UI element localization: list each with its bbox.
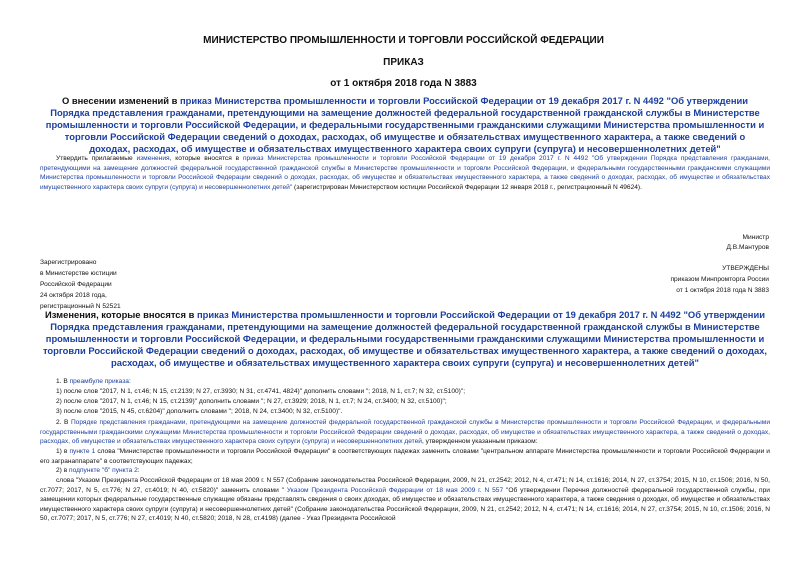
main-paragraph-text-a: Утвердить прилагаемые [56, 155, 137, 162]
approved-line: от 1 октября 2018 года N 3883 [676, 287, 769, 294]
registration-block [40, 257, 121, 312]
registration-line: 24 октября 2018 года, [40, 292, 107, 299]
registration-line: Зарегистрировано [40, 259, 97, 266]
item-text: : [128, 378, 131, 385]
item-1 [40, 377, 770, 387]
signer-name: Д.В.Мантуров [726, 244, 769, 251]
signature-block [726, 233, 769, 253]
order-title [44, 95, 766, 155]
main-paragraph-text-c: (зарегистрирован Министерством юстиции Российской Федерации 12 января 2018 г., регистрационный N 49624). [292, 183, 642, 191]
item-text: , утвержденном указанным приказом: [421, 438, 538, 446]
order-title-prefix: О внесении изменений в [61, 95, 180, 106]
main-paragraph-text-b: , которые вносятся в [169, 155, 243, 162]
changes-link[interactable]: изменения [136, 155, 170, 162]
item-text: 2. В [56, 419, 71, 426]
item-text: : [137, 467, 140, 474]
registration-line: Российской Федерации [40, 281, 112, 288]
order-4492-link[interactable]: приказ Министерства промышленности и торговли Российской Федерации от 19 декабря 2017 г. N 4492 "Об утверждении Порядка представления гражданами, претендующими на замещение должностей федеральной государственной гражданской службы в Министерстве промышленности и торговли Российской Федерации, и федеральными государственными гражданскими служащими Министерства промышленности и торговли Российской Федерации сведений о доходах, расходах, об имуществе и обязательствах имущественного характера, а также сведений о доходах, расходах, об имуществе и обязательствах имущественного характера своих супруги (супруга) и несовершеннолетних детей" [40, 155, 770, 191]
doc-date-number: от 1 октября 2018 года N 3883 [330, 78, 477, 89]
item-2-3 [40, 476, 770, 524]
item-text: 1. В [56, 378, 70, 385]
item-text: 1) в [56, 448, 70, 455]
approved-block [670, 263, 769, 296]
item-text: слова "Указом Президента Российской Федерации от 18 мая 2009 г. N 557 (Собрание законодательства Российской Федерации, 2009, N 21, ст.2542; 2012, N 4, ст.471; N 14, ст.1616; 2014, N 27, ст.3754; 2015, N 10, ст.1506; 2016, N 50, ст.7077; 2017, N 5, ст.776; N 27, ст.4019; N 40, ст.5820)" заменить словами " [40, 477, 770, 494]
procedure-link[interactable]: Порядке представления гражданами, претендующими на замещение должностей федеральной государственной гражданской службы в Министерстве промышленности и торговли Российской Федерации, и федеральными государственными гражданскими служащими Министерства промышленности и торговли Российской Федерации сведений о доходах, расходах, об имуществе и обязательствах имущественного характера, а также сведений о доходах, расходах, об имуществе и обязательствах имущественного характера своих супруги (супруга) и несовершеннолетних детей [40, 419, 770, 446]
item-text: слова "Министерстве промышленности и торговли Российской Федерации" в соответствующих падежах заменить словами "центральном аппарате Министерства промышленности и торговли Российской Федерации и его загранаппарате" в соответствующих падежах; [40, 448, 770, 465]
doc-type-heading: ПРИКАЗ [383, 57, 424, 68]
changes-title-prefix: Изменения, которые вносятся в [45, 309, 197, 320]
signer-position: Министр [742, 234, 769, 241]
point-1-link[interactable]: пункте 1 [69, 448, 96, 455]
subpoint-b-link[interactable]: подпункте "б" пункта 2 [69, 467, 138, 474]
item-1-3: 3) после слов "2015, N 45, ст.6204)" дополнить словами "; 2018, N 24, ст.3400; N 32, ст.5100)". [56, 408, 343, 415]
preamble-link[interactable]: преамбуле приказа [69, 378, 129, 385]
changes-title-link[interactable]: приказ Министерства промышленности и торговли Российской Федерации от 19 декабря 2017 г. N 4492 "Об утверждении Порядка представления гражданами, претендующими на замещение должностей федеральной государственной гражданской службы в Министерстве промышленности и торговли Российской Федерации, и федеральными государственными гражданскими служащими Министерства промышленности и торговли Российской Федерации сведений о доходах, расходах, об имуществе и обязательствах имущественного характера, а также сведений о доходах, расходах, об имуществе и обязательствах имущественного характера своих супруги (супруга) и несовершеннолетних детей" [42, 309, 768, 368]
order-title-link[interactable]: приказ Министерства промышленности и торговли Российской Федерации от 19 декабря 2017 г. N 4492 "Об утверждении Порядка представления гражданами, претендующими на замещение должностей федеральной государственной гражданской службы в Министерстве промышленности и торговли Российской Федерации, и федеральными государственными гражданскими служащими Министерства промышленности и торговли Российской Федерации сведений о доходах, расходах, об имуществе и обязательствах имущественного характера, а также сведений о доходах, расходах, об имуществе и обязательствах имущественного характера своих супруги (супруга) и несовершеннолетних детей" [45, 95, 765, 154]
item-1-1: 1) после слов "2017, N 1, ст.46; N 15, ст.2139; N 27, ст.3930; N 31, ст.4741, 4824)" дополнить словами "; 2018, N 1, ст.7; N 32, ст.5100)"; [56, 388, 466, 395]
item-text: 2) в [56, 467, 70, 474]
changes-title [36, 309, 774, 369]
ministry-heading: МИНИСТЕРСТВО ПРОМЫШЛЕННОСТИ И ТОРГОВЛИ РОССИЙСКОЙ ФЕДЕРАЦИИ [203, 35, 604, 46]
item-2-1 [40, 447, 770, 466]
approved-line: приказом Минпромторга России [670, 276, 769, 283]
item-text: "Об утверждении Перечня должностей федеральной государственной службы, при замещении которых федеральные государственные служащие обязаны представлять сведения о своих доходах, об имуществе и обязательствах имущественного характера, а также сведения о доходах, об имуществе и обязательствах имущественного характера своих супруги (супруга) и несовершеннолетних детей" (Собрание законодательства Российской Федерации, 2009, N 21, ст.2542; 2012, N 4, ст.471; N 14, ст.1616; 2014, N 27, ст.3754; 2015, N 10, ст.1506; 2016, N 50, ст.7077; 2017, N 5, ст.776; N 27, ст.4019; N 40, ст.5820; 2018, N 28, ст.4198) (далее - Указ Президента Российской [40, 486, 770, 523]
main-paragraph [40, 154, 770, 192]
decree-557-link[interactable]: Указом Президента Российской Федерации от 18 мая 2009 г. N 557 [286, 486, 504, 494]
item-1-2: 2) после слов "2017, N 1, ст.46; N 15, ст.2139)" дополнить словами "; N 27, ст.3929; 2018, N 1, ст.7; N 24, ст.3400; N 32, ст.5100)"; [56, 398, 447, 405]
registration-line: в Министерстве юстиции [40, 270, 117, 277]
approved-line: УТВЕРЖДЕНЫ [722, 265, 769, 272]
item-2 [40, 418, 770, 447]
item-2-2 [40, 466, 770, 476]
registration-line: регистрационный N 52521 [40, 303, 121, 310]
